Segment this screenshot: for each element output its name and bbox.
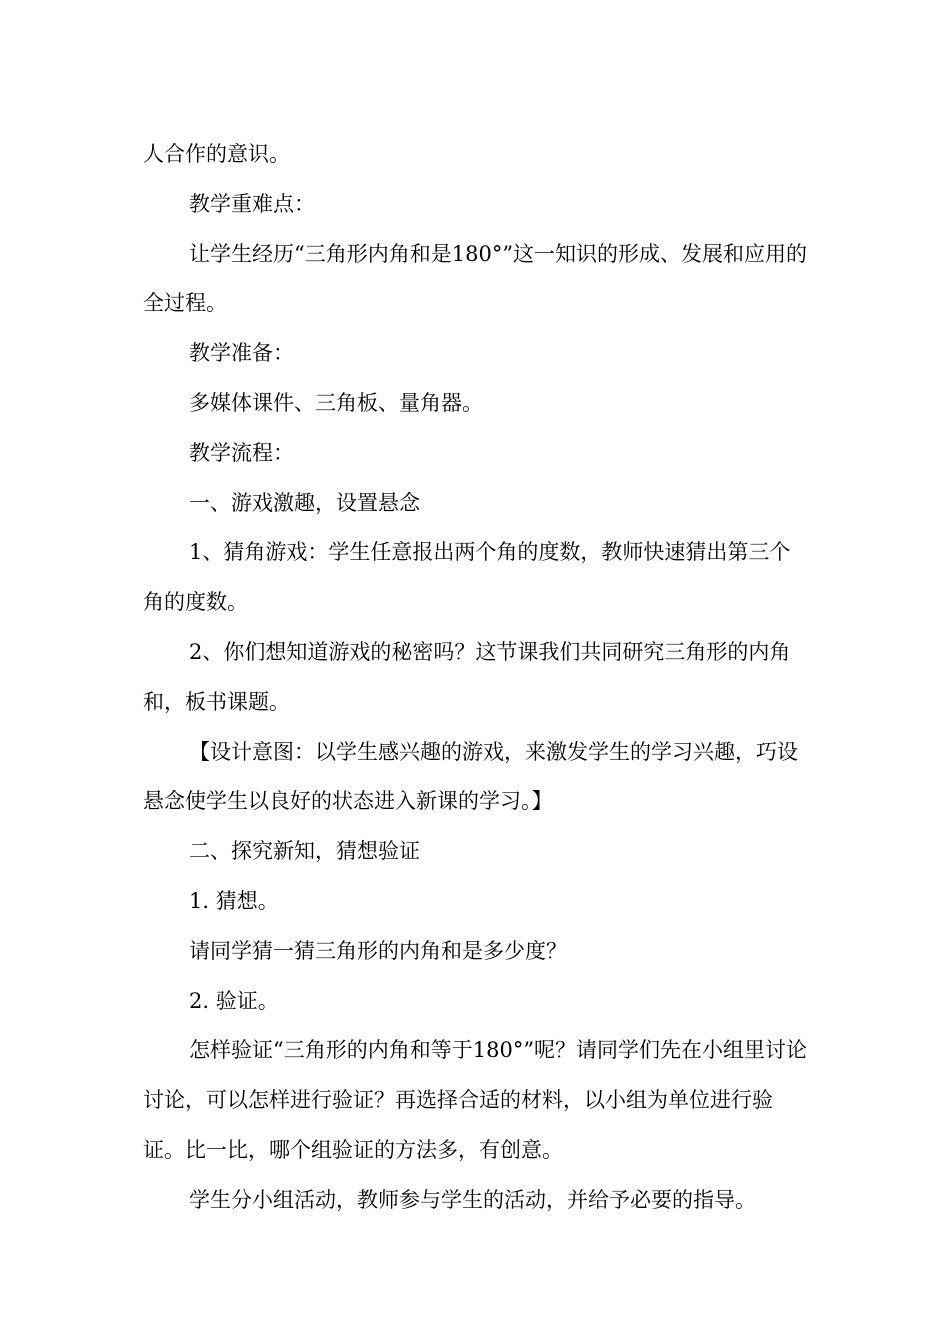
paragraph: 2、你们想知道游戏的秘密吗？这节课我们共同研究三角形的内角和，板书课题。 [143, 639, 791, 714]
paragraph: 请同学猜一猜三角形的内角和是多少度？ [189, 938, 567, 963]
subheading-guess: 1. 猜想。 [189, 888, 279, 913]
document-body [143, 130, 808, 1226]
section-heading-preparation: 教学准备： [189, 341, 294, 366]
section-heading-part-one: 一、游戏激趣，设置悬念 [189, 490, 420, 515]
section-heading-part-two: 二、探究新知，猜想验证 [189, 839, 420, 864]
paragraph: 多媒体课件、三角板、量角器。 [189, 390, 483, 415]
paragraph: 怎样验证“三角形的内角和等于180°”呢？请同学们先在小组里讨论讨论，可以怎样进行验证？再选择合适的材料，以小组为单位进行验证。比一比，哪个组验证的方法多，有创意。 [143, 1038, 808, 1162]
paragraph: 人合作的意识。 [143, 142, 290, 166]
paragraph: 让学生经历“三角形内角和是180°”这一知识的形成、发展和应用的全过程。 [143, 241, 808, 316]
subheading-verify: 2. 验证。 [189, 988, 279, 1013]
paragraph: 1、猜角游戏：学生任意报出两个角的度数，教师快速猜出第三个角的度数。 [143, 540, 791, 615]
paragraph: 学生分小组活动，教师参与学生的活动，并给予必要的指导。 [189, 1187, 756, 1212]
section-heading-key-points: 教学重难点： [189, 191, 315, 216]
design-intent-note: 【设计意图：以学生感兴趣的游戏，来激发学生的学习兴趣，巧设悬念使学生以良好的状态进入新课的学习。】 [143, 739, 798, 814]
section-heading-process: 教学流程： [189, 440, 294, 465]
